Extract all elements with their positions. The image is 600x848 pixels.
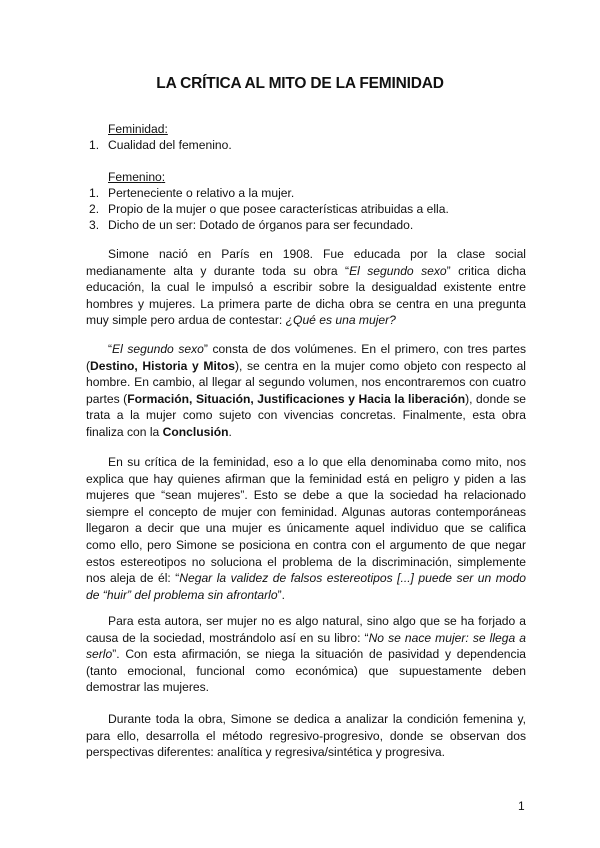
definition-term: Feminidad xyxy=(108,122,165,136)
body-paragraph: Durante toda la obra, Simone se dedica a analizar la condición femenina y, para ello, desarrolla el método regresivo-progresivo, donde se observan dos perspectivas diferentes: analítica y regresiva/sintética y progresiva. xyxy=(86,712,526,760)
definition-term: Femenino xyxy=(108,170,162,184)
definition-text: Perteneciente o relativo a la mujer. xyxy=(108,186,295,200)
document-page: LA CRÍTICA AL MITO DE LA FEMINIDAD Feminidad: 1. Cualidad del femenino. Femenino: 1. Perteneciente o relativo a la mujer. 2. Propio de la mujer o que posee características atribuidas a ella. 3. Dicho de un ser: Dotado de órganos para ser fecundado. Simone nació en París en 1908. Fue educada por la clase social medianamente alta y durante toda su obra “El segundo sexo” critica dicha educación, la cual le impulsó a escribir sobre la desigualdad existente entre hombres y mujeres. La primera parte de dicha obra se centra en una pregunta muy simple pero ardua de contestar: ¿Qué es una mujer? “El segundo sexo” consta de dos volúmenes. En el primero, con tres partes (Destino, Historia y Mitos), se centra en la mujer como objeto con respecto al hombre. En cambio, al llegar al segundo volumen, nos encontraremos con cuatro partes (Formación, Situación, Justificaciones y Hacia la liberación), donde se trata a la mujer como sujeto con vivencias concretas. Finalmente, esta obra finaliza con la Conclusión. En su crítica de la feminidad, eso a lo que ella denominaba como mito, nos explica que hay quienes afirman que la feminidad está en peligro y piden a las mujeres que “sean mujeres”. Esto se debe a que la sociedad ha relacionado siempre el concepto de mujer con feminidad. Algunas autoras contemporáneas llegaron a decir que una mujer es únicamente aquel individuo que se califica como ello, pero Simone se posiciona en contra con el argumento de que negar estos estereotipos no soluciona el problema de la discriminación, simplemente nos aleja de él: “Negar la validez de falsos estereotipos [...] puede ser un modo de “huir” del problema sin afrontarlo”. Para esta autora, ser mujer no es algo natural, sino algo que se ha forjado a causa de la sociedad, mostrándolo así en su libro: “No se nace mujer: se llega a serlo”. Con esta afirmación, se niega la situación de pasividad y dependencia (tanto emocional, funcional como económica) que supuestamente deben demostrar las mujeres. Durante toda la obra, Simone se dedica a analizar la condición femenina y, para ello, desarrolla el método regresivo-progresivo, donde se observan dos perspectivas diferentes: analítica y regresiva/sintética y progresiva. 1 xyxy=(0,0,600,848)
body-paragraph: Simone nació en París en 1908. Fue educada por la clase social medianamente alta y durante toda su obra “El segundo sexo” critica dicha educación, la cual le impulsó a escribir sobre la desigualdad existente entre hombres y mujeres. La primera parte de dicha obra se centra en una pregunta muy simple pero ardua de contestar: ¿Qué es una mujer? xyxy=(86,247,526,328)
definition-number: 1. xyxy=(89,186,100,200)
definition-number: 1. xyxy=(89,138,100,152)
body-paragraph: “El segundo sexo” consta de dos volúmenes. En el primero, con tres partes (Destino, Historia y Mitos), se centra en la mujer como objeto con respecto al hombre. En cambio, al llegar al segundo volumen, nos encontraremos con cuatro partes (Formación, Situación, Justificaciones y Hacia la liberación), donde se trata a la mujer como sujeto con vivencias concretas. Finalmente, esta obra finaliza con la Conclusión. xyxy=(86,342,527,439)
definition-text: Cualidad del femenino. xyxy=(108,138,232,152)
definition-number: 3. xyxy=(89,218,100,232)
definition-text: Dicho de un ser: Dotado de órganos para ser fecundado. xyxy=(108,218,414,232)
body-paragraph: Para esta autora, ser mujer no es algo natural, sino algo que se ha forjado a causa de la sociedad, mostrándolo así en su libro: “No se nace mujer: se llega a serlo”. Con esta afirmación, se niega la situación de pasividad y dependencia (tanto emocional, funcional como económica) que supuestamente deben demostrar las mujeres. xyxy=(86,614,526,695)
page-title: LA CRÍTICA AL MITO DE LA FEMINIDAD xyxy=(156,75,444,92)
body-paragraph: En su crítica de la feminidad, eso a lo que ella denominaba como mito, nos explica que hay quienes afirman que la feminidad está en peligro y piden a las mujeres que “sean mujeres”. Esto se debe a que la sociedad ha relacionado siempre el concepto de mujer con feminidad. Algunas autoras contemporáneas llegaron a decir que una mujer es únicamente aquel individuo que se califica como ello, pero Simone se posiciona en contra con el argumento de que negar estos estereotipos no soluciona el problema de la discriminación, simplemente nos aleja de él: “Negar la validez de falsos estereotipos [...] puede ser un modo de “huir” del problema sin afrontarlo”. xyxy=(86,455,526,602)
definition-text: Propio de la mujer o que posee características atribuidas a ella. xyxy=(108,202,449,216)
page-number: 1 xyxy=(518,799,525,813)
definition-number: 2. xyxy=(89,202,100,216)
